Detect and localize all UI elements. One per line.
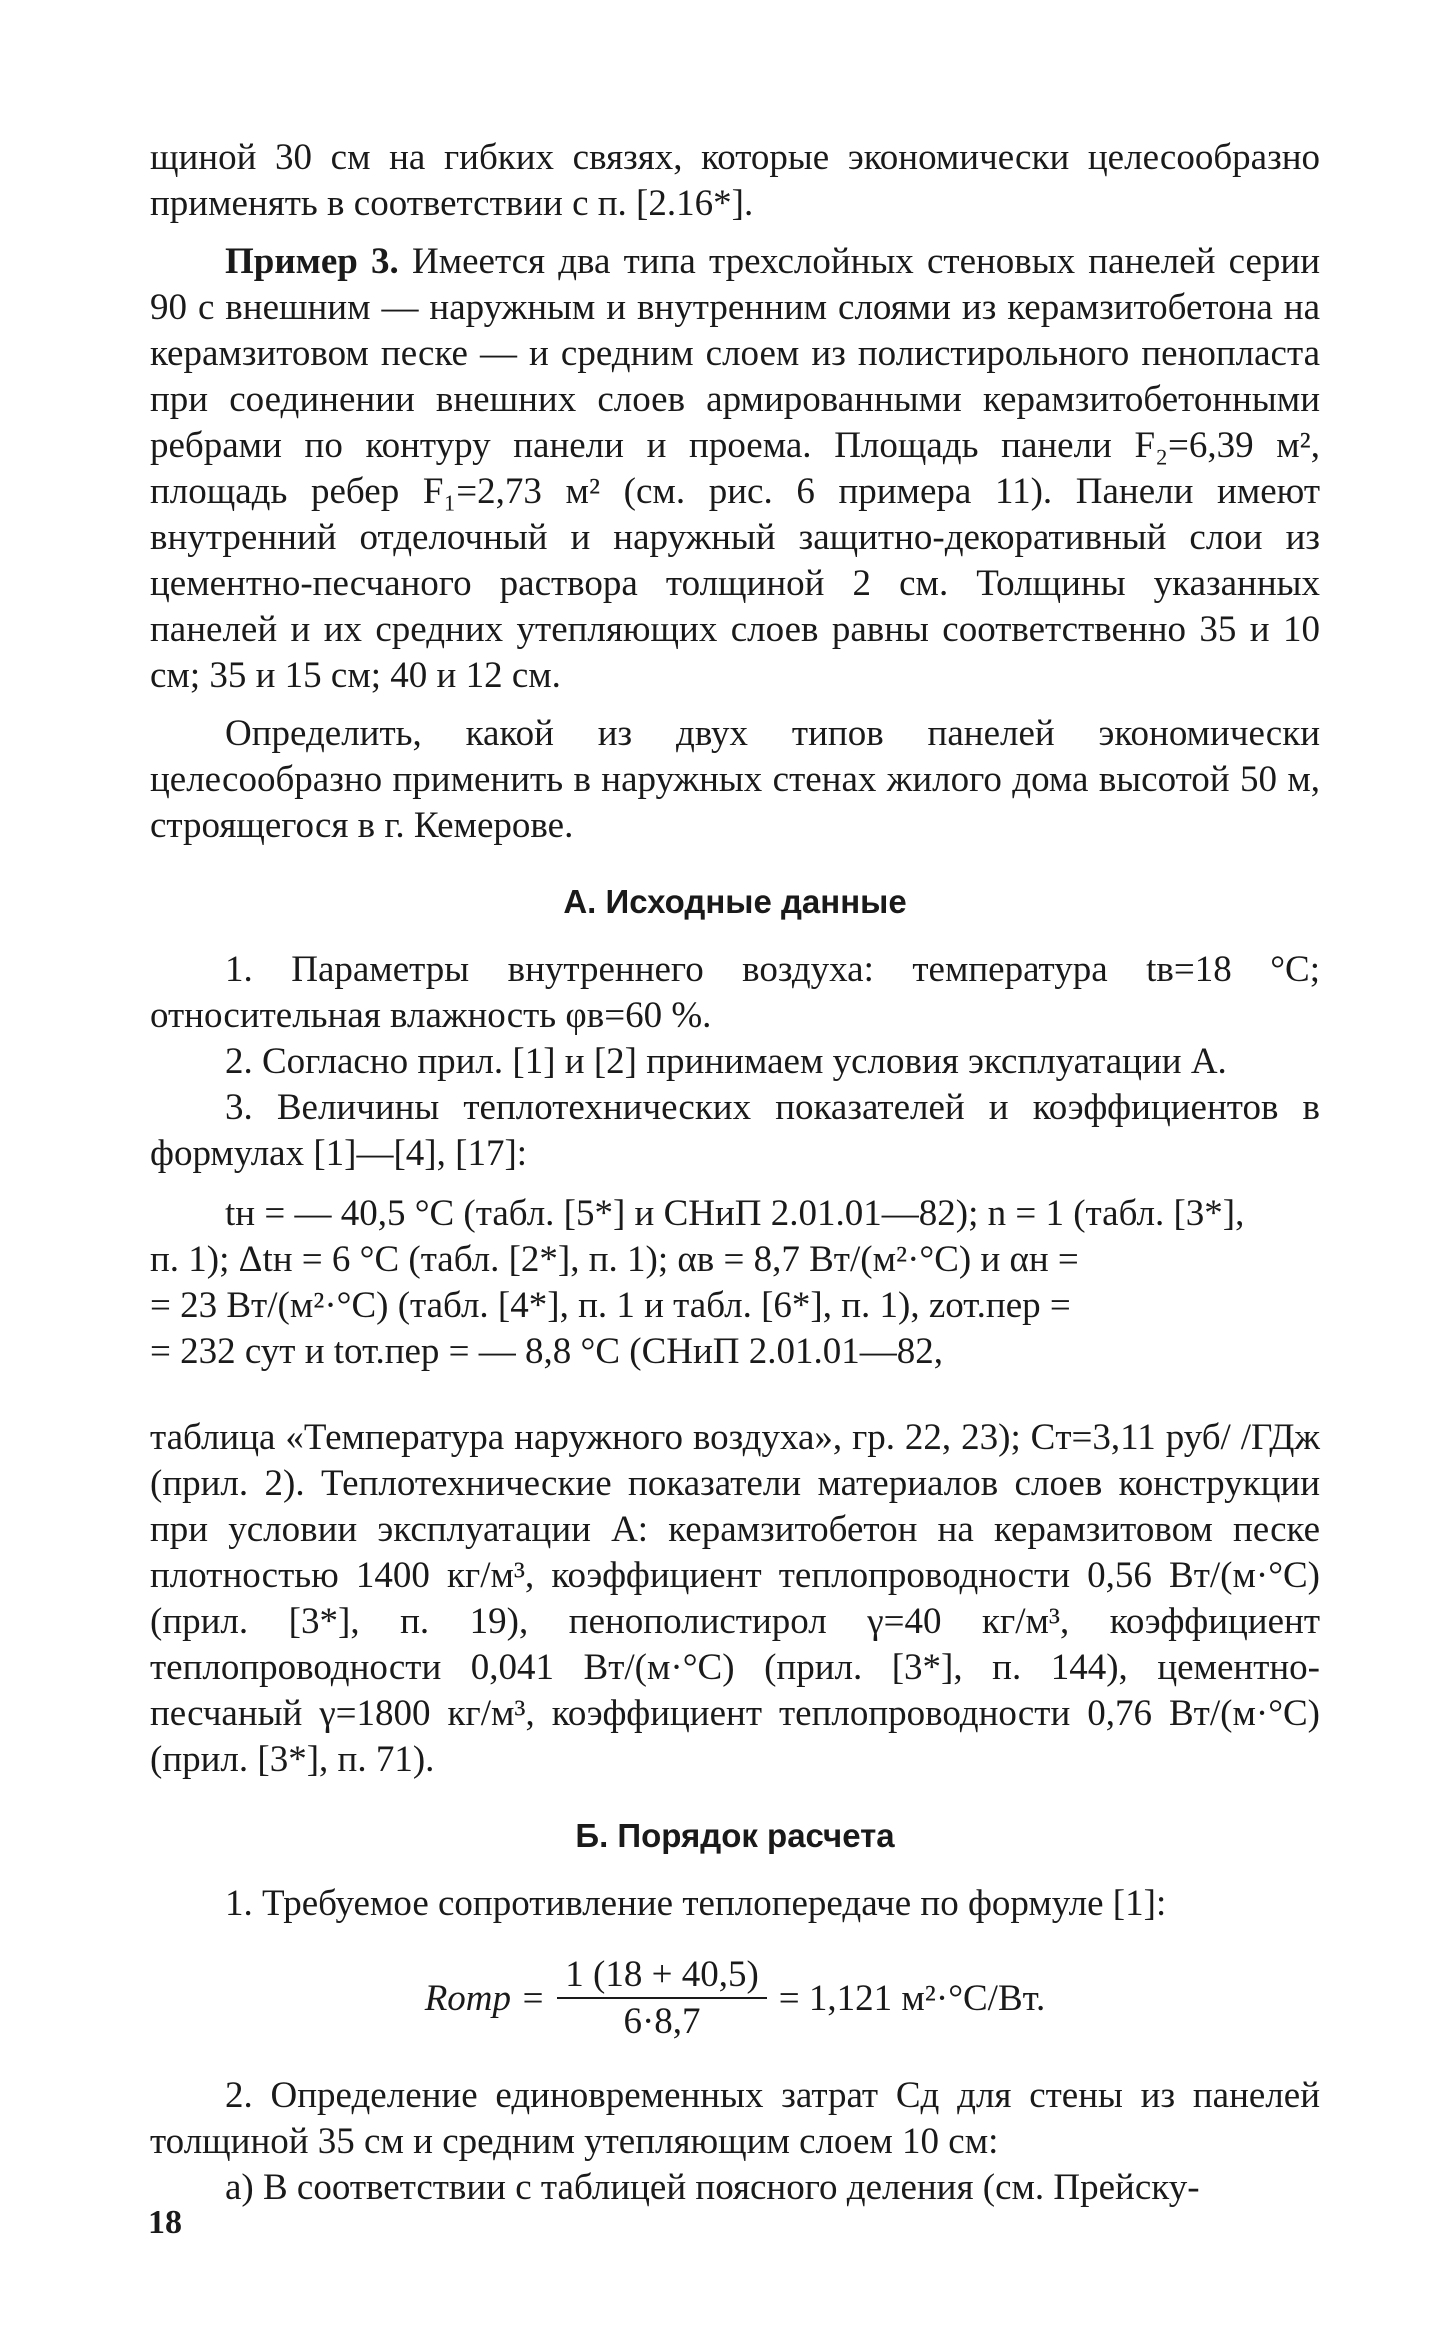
paragraph-task: Определить, какой из двух типов панелей экономически целесообразно применить в наружных стенах жилого дома высотой 50 м, строящегося в г. Кемерове. [150, 713, 1320, 846]
coefficients-formula-block [150, 1191, 1320, 1375]
example-text: Имеется два типа трехслойных стеновых панелей серии 90 с внешним — наружным и внутренним слоями из керамзитобетона на керамзитовом песке — и средним слоем из полистирольного пенопласта при соединении внешних слоев армированными керамзитобетонными ребрами по контуру панели и проема. Площадь панели F₂=6,39 м², площадь ребер F₁=2,73 м² (см. рис. 6 примера 11). Панели имеют внутренний отделочный и наружный защитно-декоративный слои из цементно-песчаного раствора толщиной 2 см. Толщины указанных панелей и их средних утепляющих слоев равны соответственно 35 и 10 см; 35 и 15 см; 40 и 12 см. [150, 241, 1320, 696]
heading-calculation-order: Б. Порядок расчета [575, 1817, 895, 1854]
list-item-1: 1. Параметры внутреннего воздуха: температура tв=18 °С; относительная влажность φв=60 %. [150, 949, 1320, 1036]
paragraph-materials: таблица «Температура наружного воздуха», гр. 22, 23); Cт=3,11 руб/ /ГДж (прил. 2). Теплотехнические показатели материалов слоев конструкции при условии эксплуатации А: керамзитобетон на керамзитовом песке плотностью 1400 кг/м³, коэффициент теплопроводности 0,56 Вт/(м·°С) (прил. [3*], п. 19), пенополистирол γ=40 кг/м³, коэффициент теплопроводности 0,041 Вт/(м·°С) (прил. [3*], п. 144), цементно-песчаный γ=1800 кг/м³, коэффициент теплопроводности 0,76 Вт/(м·°С) (прил. [3*], п. 71). [150, 1417, 1320, 1780]
heading-initial-data: А. Исходные данные [563, 883, 907, 920]
equation-lhs: Rотр = [424, 1978, 546, 2019]
text-column [150, 135, 1320, 2211]
calc-step-1: 1. Требуемое сопротивление теплопередаче по формуле [1]: [225, 1883, 1167, 1924]
formula-line-1: tн = — 40,5 °С (табл. [5*] и СНиП 2.01.01—82); n = 1 (табл. [3*], [225, 1193, 1245, 1234]
equation-rhs: = 1,121 м²·°С/Вт. [778, 1978, 1046, 2019]
equation-fraction [557, 1953, 767, 2045]
formula-line-3: = 23 Вт/(м²·°С) (табл. [4*], п. 1 и табл. [6*], п. 1), zот.пер = [150, 1285, 1071, 1326]
list-item-2: 2. Согласно прил. [1] и [2] принимаем условия эксплуатации А. [225, 1041, 1227, 1082]
formula-line-4: = 232 сут и tот.пер = — 8,8 °С (СНиП 2.01.01—82, [150, 1331, 944, 1372]
calc-step-2a: а) В соответствии с таблицей поясного деления (см. Прейску- [225, 2167, 1200, 2208]
resistance-equation [150, 1953, 1320, 2045]
page-number: 18 [148, 2204, 182, 2241]
fraction-denominator: 6·8,7 [623, 2001, 701, 2042]
paragraph-example-3 [150, 239, 1320, 699]
fraction-numerator: 1 (18 + 40,5) [557, 1953, 767, 1999]
calc-step-2: 2. Определение единовременных затрат Cд для стены из панелей толщиной 35 см и средним утепляющим слоем 10 см: [150, 2075, 1320, 2162]
paragraph-continuation: щиной 30 см на гибких связях, которые экономически целесообразно применять в соответствии с п. [2.16*]. [150, 137, 1320, 224]
formula-line-2: п. 1); Δtн = 6 °С (табл. [2*], п. 1); αв = 8,7 Вт/(м²·°С) и αн = [150, 1239, 1079, 1280]
list-item-3: 3. Величины теплотехнических показателей и коэффициентов в формулах [1]—[4], [17]: [150, 1087, 1320, 1174]
example-label: Пример 3. [225, 241, 399, 282]
